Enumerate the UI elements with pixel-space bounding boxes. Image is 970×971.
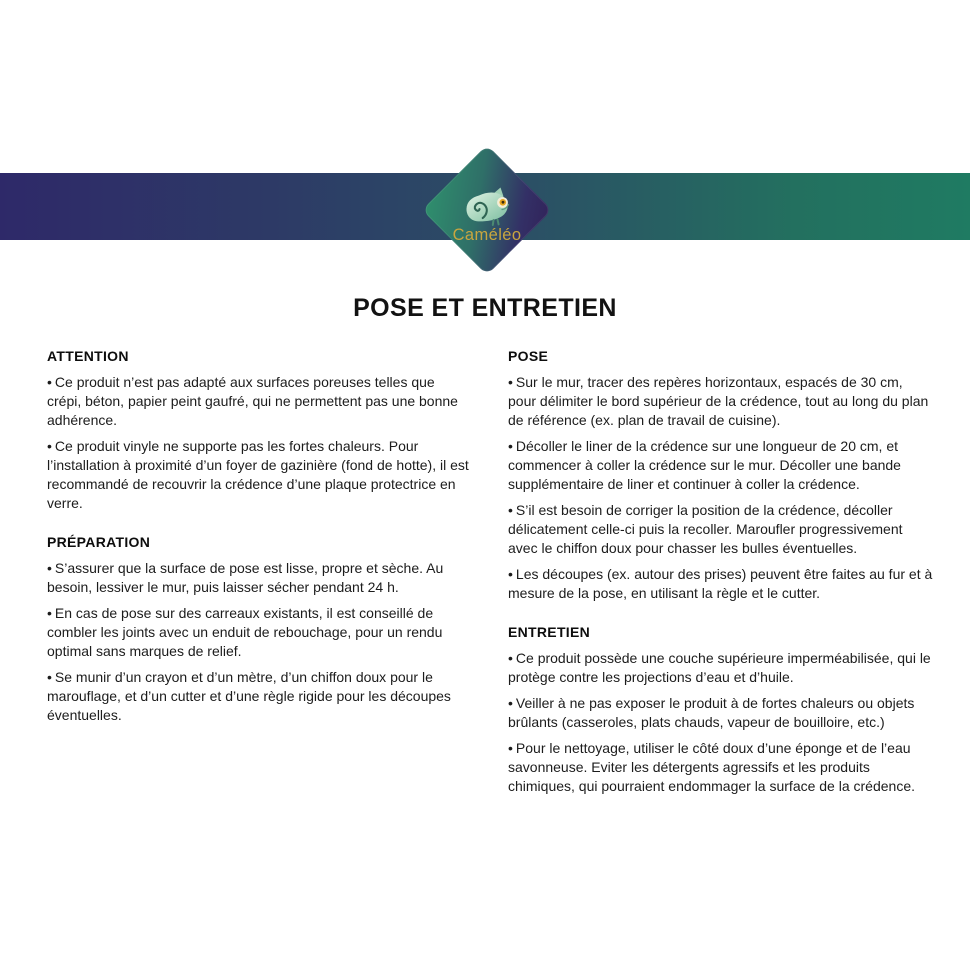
bullet-text: Se munir d’un crayon et d’un mètre, d’un chiffon doux pour le marouflage, et d’un cutter et d’une règle rigide pour les découpes éventuelles. [47,669,451,723]
bullet-text: Ce produit n’est pas adapté aux surfaces poreuses telles que crépi, béton, papier peint gaufré, qui ne permettent pas une bonne adhérence. [47,374,458,428]
brand-name: Caméléo [452,225,522,244]
section-heading: ATTENTION [47,348,129,364]
bullet-text: S’assurer que la surface de pose est lisse, propre et sèche. Au besoin, lessiver le mur, puis laisser sécher pendant 24 h. [47,560,444,595]
bullet-text: Ce produit possède une couche supérieure imperméabilisée, qui le protège contre les projections d’eau et d’huile. [508,650,931,685]
brand-logo-block [441,164,533,256]
bullet-icon: • [508,438,513,454]
bullet-text: Ce produit vinyle ne supporte pas les fortes chaleurs. Pour l’installation à proximité d’un foyer de gazinière (fond de hotte), il est recommandé de recouvrir la crédence d’une plaque protectrice en verre. [47,438,469,511]
bullet-item [508,373,933,430]
bullet-text: Veiller à ne pas exposer le produit à de fortes chaleurs ou objets brûlants (casseroles, plats chauds, vapeur de bouilloire, etc.) [508,695,915,730]
bullet-item [47,668,472,725]
bullet-item [508,501,933,558]
brand-diamond [422,145,552,275]
section-heading: POSE [508,348,549,364]
bullet-icon: • [508,566,513,582]
bullet-text: Décoller le liner de la crédence sur une longueur de 20 cm, et commencer à coller la crédence sur le mur. Décoller une bande supplémentaire de liner et continuer à coller la crédence. [508,438,901,492]
bullet-item [508,565,933,603]
bullet-item [47,604,472,661]
bullet-text: S’il est besoin de corriger la position de la crédence, décoller délicatement celle-ci puis la recoller. Maroufler progressivement avec le chiffon doux pour chasser les bulles éventuelles. [508,502,903,556]
bullet-icon: • [508,740,513,756]
bullet-icon: • [508,650,513,666]
bullet-item [47,373,472,430]
bullet-icon: • [47,560,52,576]
bullet-text: Sur le mur, tracer des repères horizontaux, espacés de 30 cm, pour délimiter le bord supérieur de la crédence, tout au long du plan de référence (ex. plan de travail de cuisine). [508,374,929,428]
bullet-icon: • [47,374,52,390]
bullet-text: Les découpes (ex. autour des prises) peuvent être faites au fur et à mesure de la pose, en utilisant la règle et le cutter. [508,566,933,601]
right-column [508,348,933,803]
left-column [47,348,472,803]
section-heading: PRÉPARATION [47,534,151,550]
page-title: POSE ET ENTRETIEN [353,294,617,322]
bullet-item [508,694,933,732]
bullet-icon: • [508,374,513,390]
bullet-item [508,649,933,687]
bullet-icon: • [47,438,52,454]
section-heading: ENTRETIEN [508,624,591,640]
bullet-icon: • [508,502,513,518]
bullet-text: En cas de pose sur des carreaux existants, il est conseillé de combler les joints avec un enduit de rebouchage, pour un rendu optimal sans marques de relief. [47,605,443,659]
bullet-text: Pour le nettoyage, utiliser le côté doux d’une éponge et de l’eau savonneuse. Eviter les détergents agressifs et les produits chimiques, qui pourraient endommager la surface de la crédence. [508,740,916,794]
bullet-item [508,437,933,494]
bullet-item [47,437,472,513]
bullet-icon: • [47,605,52,621]
bullet-icon: • [47,669,52,685]
bullet-icon: • [508,695,513,711]
chameleon-icon [458,178,516,228]
bullet-item [47,559,472,597]
bullet-item [508,739,933,796]
instructions-content [47,348,933,803]
